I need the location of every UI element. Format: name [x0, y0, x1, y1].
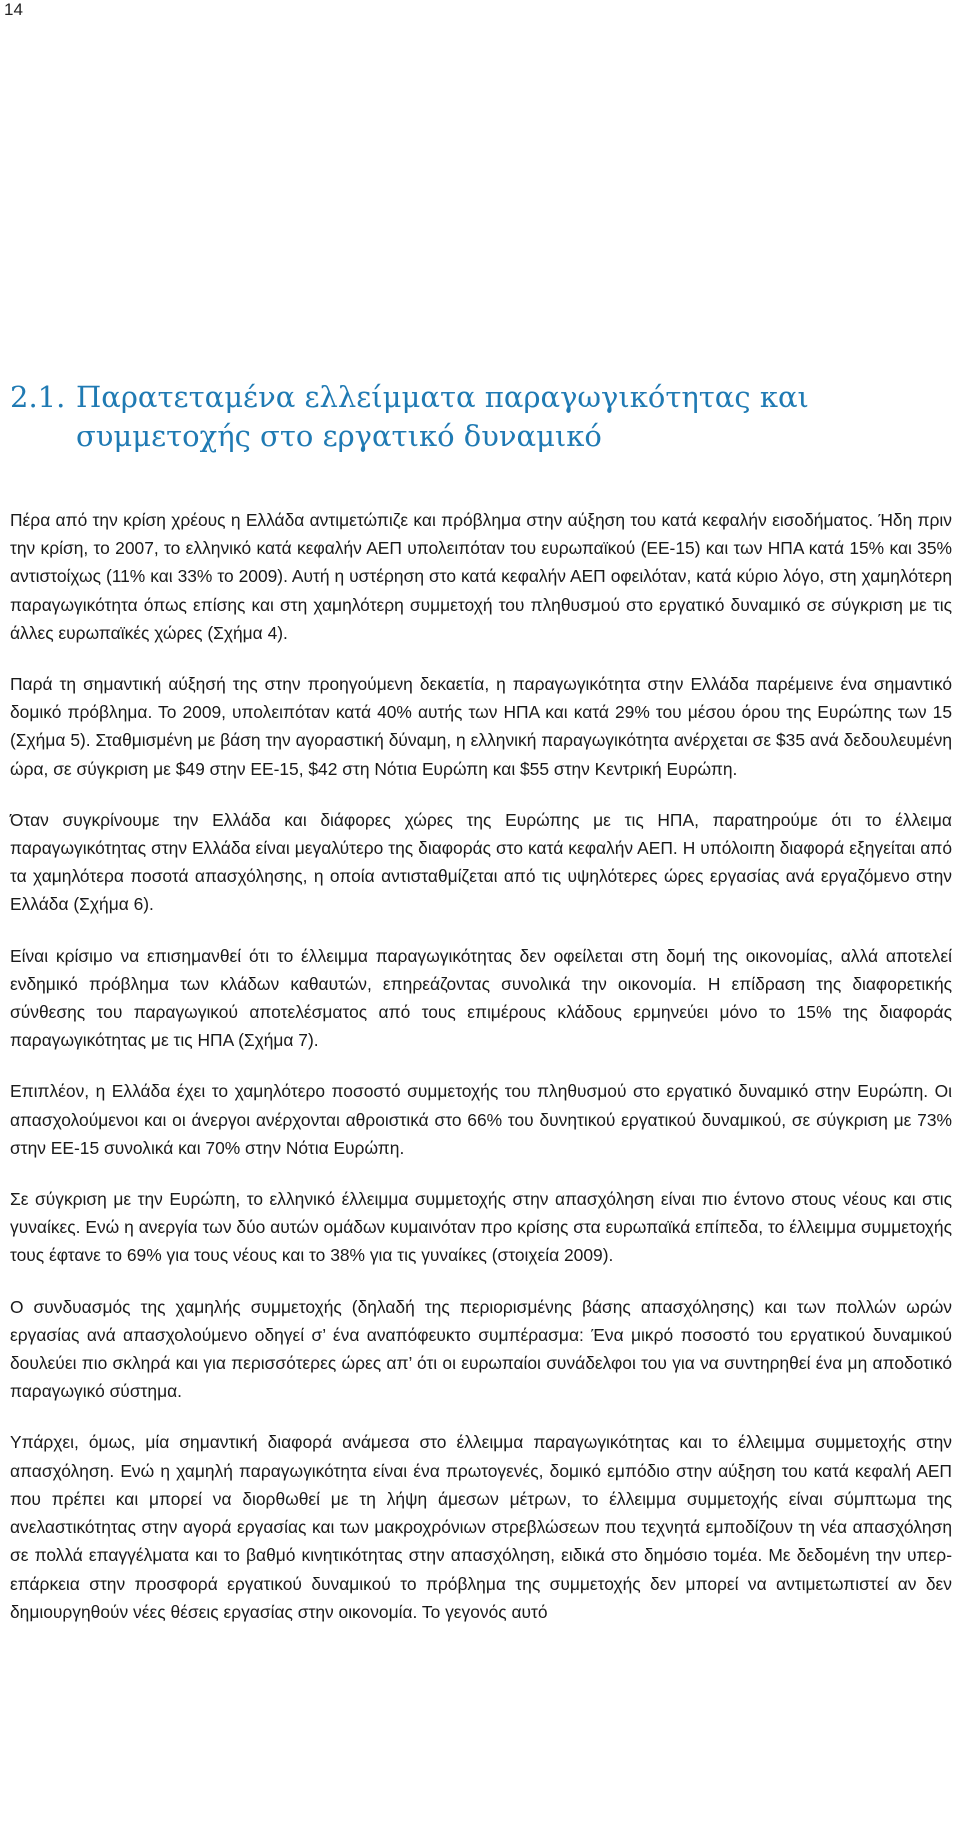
paragraph: Παρά τη σημαντική αύξησή της στην προηγούμενη δεκαετία, η παραγωγικότητα στην Ελλάδα παρέμεινε ένα σημαντικό δομικό πρόβλημα. Το 2009, υπολειπόταν κατά 40% αυτής των ΗΠΑ και κατά 29% του μέσου όρου της Ευρώπης των 15 (Σχήμα 5). Σταθμισμένη με βάση την αγοραστική δύναμη, η ελληνική παραγωγικότητα ανέρχεται σε $35 ανά δεδουλευμένη ώρα, σε σύγκριση με $49 στην ΕΕ-15, $42 στη Νότια Ευρώπη και $55 στην Κεντρική Ευρώπη. — [10, 674, 952, 779]
body-text — [10, 506, 952, 1649]
section-title: Παρατεταμένα ελλείμματα παραγωγικότητας και συμμετοχής στο εργατικό δυναμικό — [76, 380, 809, 453]
section-heading — [10, 378, 940, 456]
paragraph: Πέρα από την κρίση χρέους η Ελλάδα αντιμετώπιζε και πρόβλημα στην αύξηση του κατά κεφαλήν εισοδήματος. Ήδη πριν την κρίση, το 2007, το ελληνικό κατά κεφαλήν ΑΕΠ υπολειπόταν του ευρωπαϊκού (ΕΕ-15) και των ΗΠΑ κατά 15% και 35% αντιστοίχως (11% και 33% το 2009). Αυτή η υστέρηση στο κατά κεφαλήν ΑΕΠ οφειλόταν, κατά κύριο λόγο, στη χαμηλότερη παραγωγικότητα όπως επίσης και στη χαμηλότερη συμμετοχή του πληθυσμού στο εργατικό δυναμικό σε σύγκριση με τις άλλες ευρωπαϊκές χώρες (Σχήμα 4). — [10, 510, 952, 643]
paragraph: Όταν συγκρίνουμε την Ελλάδα και διάφορες χώρες της Ευρώπης με τις ΗΠΑ, παρατηρούμε ότι το έλλειμα παραγωγικότητας στην Ελλάδα είναι μεγαλύτερο της διαφοράς στο κατά κεφαλήν ΑΕΠ. Η υπόλοιπη διαφορά εξηγείται από τα χαμηλότερα ποσοτά απασχόλησης, η οποία αντισταθμίζεται από τις υψηλότερες ώρες εργασίας ανά εργαζόμενο στην Ελλάδα (Σχήμα 6). — [10, 809, 952, 915]
section-number: 2.1. — [10, 380, 66, 414]
paragraph: Είναι κρίσιμο να επισημανθεί ότι το έλλειμμα παραγωγικότητας δεν οφείλεται στη δομή της οικονομίας, αλλά αποτελεί ενδημικό πρόβλημα των κλάδων καθαυτών, επηρεάζοντας συνολικά την οικονομία. Η επίδραση της διαφορετικής σύνθεσης του παραγωγικού αποτελέσματος από τους επιμέρους κλάδους ερμηνεύει μόνο το 15% της διαφοράς παραγωγικότητας με τις ΗΠΑ (Σχήμα 7). — [10, 945, 952, 1051]
page-number: 14 — [4, 0, 23, 19]
paragraph: Επιπλέον, η Ελλάδα έχει το χαμηλότερο ποσοστό συμμετοχής του πληθυσμού στο εργατικό δυναμικό στην Ευρώπη. Οι απασχολούμενοι και οι άνεργοι ανέρχονται αθροιστικά στο 66% του δυνητικού εργατικού δυναμικού, σε σύγκριση με 73% στην ΕΕ-15 συνολικά και 70% στην Νότια Ευρώπη. — [10, 1081, 952, 1158]
paragraph: Υπάρχει, όμως, μία σημαντική διαφορά ανάμεσα στο έλλειμμα παραγωγικότητας και το έλλειμμα συμμετοχής στην απασχόληση. Ενώ η χαμηλή παραγωγικότητα είναι ένα πρωτογενές, δομικό εμπόδιο στην αύξηση του κατά κεφαλή ΑΕΠ που πρέπει και μπορεί να διορθωθεί με τη λήψη άμεσων μέτρων, το έλλειμμα συμμετοχής είναι σύμπτωμα της ανελαστικότητας στην αγορά εργασίας και των μακροχρόνιων στρεβλώσεων που τεχνητά εμποδίζουν τη νέα απασχόληση σε πολλά επαγγέλματα και το βαθμό κινητικότητας στην απασχόληση, ειδικά στο δημόσιο τομέα. Με δεδομένη την υπερ-επάρκεια στην προσφορά εργατικού δυναμικού το πρόβλημα της συμμετοχής δεν μπορεί να αντιμετωπιστεί αν δεν δημιουργηθούν νέες θέσεις εργασίας στην οικονομία. Το γεγονός αυτό — [10, 1432, 952, 1622]
paragraph: Σε σύγκριση με την Ευρώπη, το ελληνικό έλλειμμα συμμετοχής στην απασχόληση είναι πιο έντονο στους νέους και στις γυναίκες. Ενώ η ανεργία των δύο αυτών ομάδων κυμαινόταν προ κρίσης στα ευρωπαϊκά επίπεδα, το έλλειμμα συμμετοχής τους έφτανε το 69% για τους νέους και το 38% για τις γυναίκες (στοιχεία 2009). — [10, 1189, 952, 1266]
paragraph: Ο συνδυασμός της χαμηλής συμμετοχής (δηλαδή της περιορισμένης βάσης απασχόλησης) και των πολλών ωρών εργασίας ανά απασχολούμενο οδηγεί σ’ ένα αναπόφευκτο συμπέρασμα: Ένα μικρό ποσοστό του εργατικού δυναμικού δουλεύει πιο σκληρά και για περισσότερες ώρες απ’ ότι οι ευρωπαίοι συνάδελφοι του για να συντηρηθεί ένα μη αποδοτικό παραγωγικό σύστημα. — [10, 1296, 952, 1402]
